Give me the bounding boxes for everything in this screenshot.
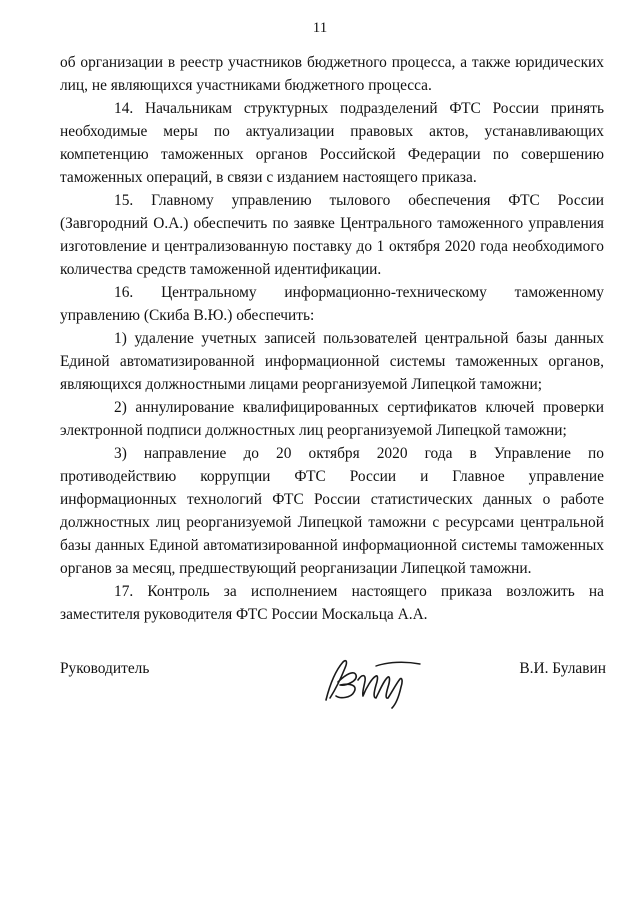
paragraph-item-17: 17. Контроль за исполнением настоящего приказа возложить на заместителя руководителя ФТС России Москальца А.А. [60,583,604,623]
paragraph-continuation: об организации в реестр участников бюджетного процесса, а также юридических лиц, не являющихся участниками бюджетного процесса. [60,54,604,94]
page-number: 11 [312,20,328,36]
document-body [60,51,604,626]
paragraph-item-16: 16. Центральному информационно-техническому таможенному управлению (Скиба В.Ю.) обеспечить: [60,284,604,324]
subitem-16-2: 2) аннулирование квалифицированных сертификатов ключей проверки электронной подписи должностных лиц реорганизуемой Липецкой таможни; [60,399,604,439]
subitem-16-1: 1) удаление учетных записей пользователей центральной базы данных Единой автоматизированной информационной системы таможенных органов, являющихся должностными лицами реорганизуемой Липецкой таможни; [60,330,604,393]
signatory-title: Руководитель [60,660,150,677]
signatory-name: В.И. Булавин [519,660,606,677]
signature-block [60,652,606,712]
paragraph-item-14: 14. Начальникам структурных подразделений ФТС России принять необходимые меры по актуализации правовых актов, устанавливающих компетенцию таможенных органов Российской Федерации по совершению таможенных операций, в связи с изданием настоящего приказа. [60,100,604,186]
handwritten-signature-icon [316,652,426,710]
paragraph-item-15: 15. Главному управлению тылового обеспечения ФТС России (Завгородний О.А.) обеспечить по заявке Центрального таможенного управления изготовление и централизованную поставку до 1 октября 2020 года необходимого количества средств таможенной идентификации. [60,192,604,278]
subitem-16-3: 3) направление до 20 октября 2020 года в Управление по противодействию коррупции ФТС России и Главное управление информационных технологий ФТС России статистических данных о работе должностных лиц реорганизуемой Липецкой таможни с ресурсами центральной базы данных Единой автоматизированной информационной системы таможенных органов за месяц, предшествующий реорганизации Липецкой таможни. [60,445,604,577]
